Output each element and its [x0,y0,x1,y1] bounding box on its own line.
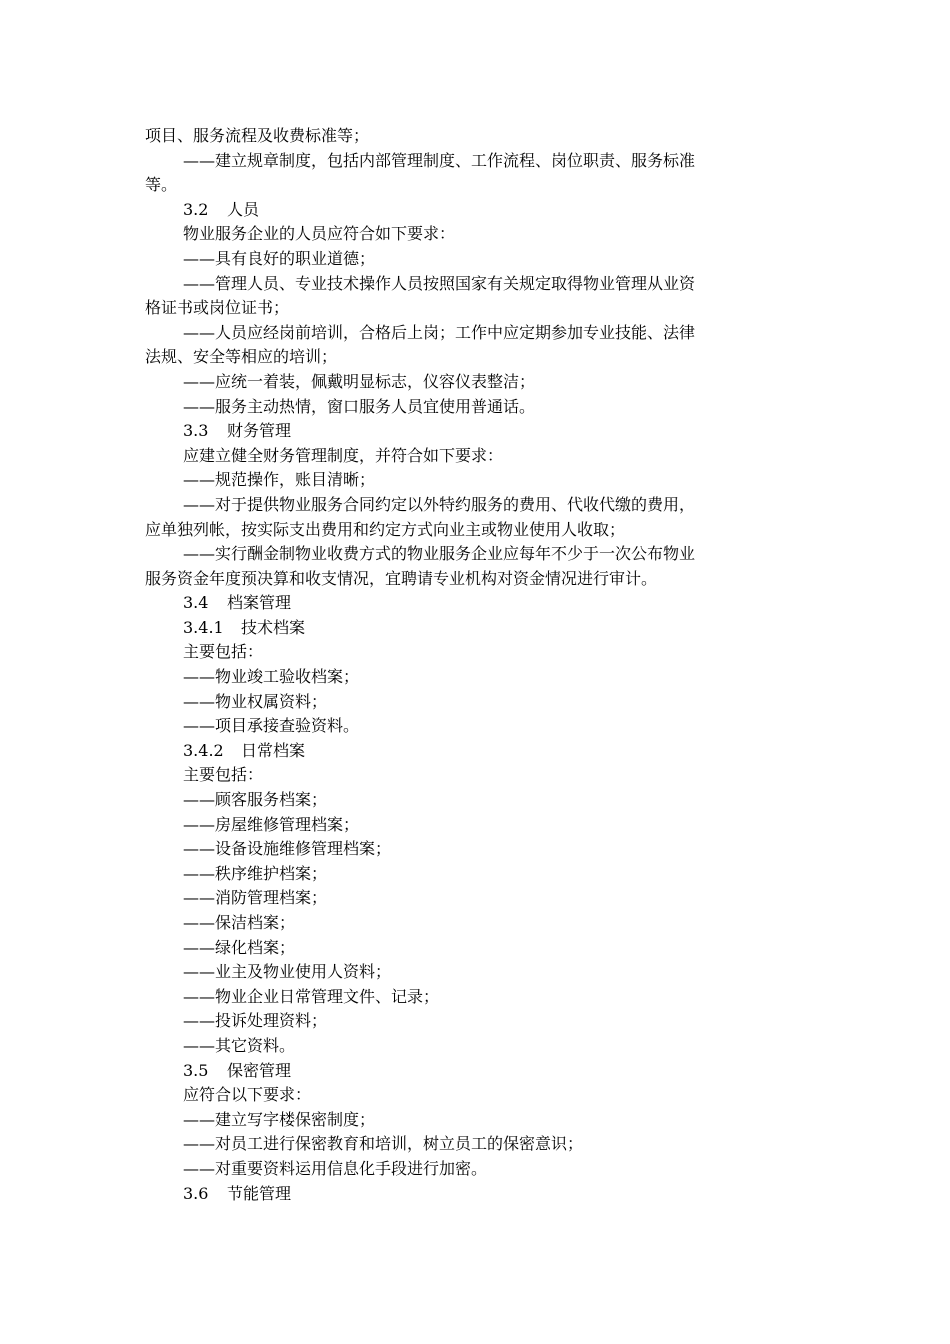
paragraph-line: 应单独列帐，按实际支出费用和约定方式向业主或物业使用人收取； [145,519,626,539]
list-item: ——投诉处理资料； [183,1011,328,1031]
section-heading [145,739,807,764]
section-title: 财务管理 [227,421,292,441]
list-item: ——设备设施维修管理档案； [183,839,392,859]
paragraph-line: 物业服务企业的人员应符合如下要求： [183,224,456,244]
list-item: ——对于提供物业服务合同约定以外特约服务的费用、代收代缴的费用， [183,494,696,514]
section-title: 人员 [227,199,260,219]
section-heading [145,198,807,223]
list-item: ——消防管理档案； [183,888,328,908]
paragraph-line: 服务资金年度预决算和收支情况，宜聘请专业机构对资金情况进行审计。 [145,568,658,588]
list-item: ——建立写字楼保密制度； [183,1109,376,1129]
document-body [145,124,807,1206]
section-number: 3.3 [183,421,209,441]
list-item: ——管理人员、专业技术操作人员按照国家有关规定取得物业管理从业资 [183,273,696,293]
section-number: 3.5 [183,1060,209,1080]
section-title: 日常档案 [241,740,306,760]
list-item: ——其它资料。 [183,1035,296,1055]
list-item: ——物业企业日常管理文件、记录； [183,986,440,1006]
list-item: ——实行酬金制物业收费方式的物业服务企业应每年不少于一次公布物业 [183,544,696,564]
paragraph-line: 格证书或岗位证书； [145,298,290,318]
section-heading [145,419,807,444]
section-number: 3.6 [183,1183,209,1203]
list-item: ——项目承接查验资料。 [183,716,360,736]
section-number: 3.4.1 [183,617,224,637]
section-heading [145,591,807,616]
paragraph-line: 应建立健全财务管理制度，并符合如下要求： [183,445,504,465]
section-title: 保密管理 [227,1060,292,1080]
list-item: ——秩序维护档案； [183,863,328,883]
list-item: ——保洁档案； [183,913,296,932]
list-item: ——房屋维修管理档案； [183,814,360,834]
paragraph-line: 应符合以下要求： [183,1085,312,1105]
paragraph-line: 法规、安全等相应的培训； [145,347,338,367]
section-title: 技术档案 [241,617,306,637]
section-title: 节能管理 [227,1183,292,1203]
paragraph-line: 主要包括： [183,642,264,662]
paragraph-line: 等。 [145,175,178,195]
list-item: ——物业竣工验收档案； [183,667,360,687]
list-item: ——规范操作，账目清晰； [183,470,376,490]
list-item: ——应统一着装，佩戴明显标志，仪容仪表整洁； [183,371,536,391]
list-item: ——对重要资料运用信息化手段进行加密。 [183,1158,488,1178]
section-heading [145,1059,807,1084]
paragraph-line: 项目、服务流程及收费标准等； [145,126,370,145]
paragraph-line: 主要包括： [183,765,264,785]
list-item: ——具有良好的职业道德； [183,248,376,268]
section-number: 3.4 [183,593,209,613]
list-item: ——绿化档案； [183,937,296,957]
section-heading [145,1182,807,1207]
section-number: 3.2 [183,199,209,219]
section-title: 档案管理 [227,593,292,613]
list-item: ——对员工进行保密教育和培训，树立员工的保密意识； [183,1134,584,1154]
list-item: ——建立规章制度，包括内部管理制度、工作流程、岗位职责、服务标准 [183,150,696,170]
list-item: ——人员应经岗前培训，合格后上岗；工作中应定期参加专业技能、法律 [183,322,696,342]
list-item: ——服务主动热情，窗口服务人员宜使用普通话。 [183,396,536,416]
list-item: ——业主及物业使用人资料； [183,962,392,982]
list-item: ——顾客服务档案； [183,790,328,810]
list-item: ——物业权属资料； [183,691,328,711]
section-number: 3.4.2 [183,740,224,760]
section-heading [145,616,807,641]
